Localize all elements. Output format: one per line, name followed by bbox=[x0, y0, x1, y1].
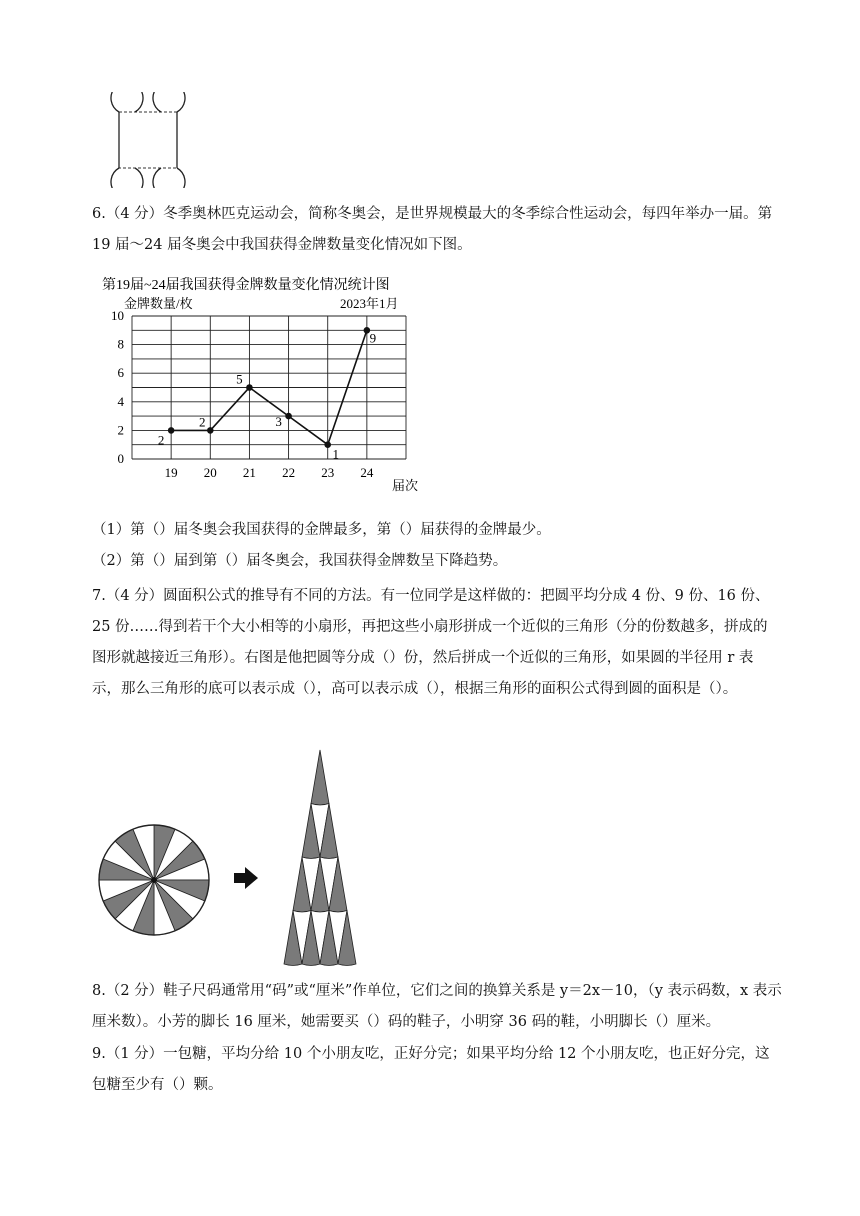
sector-piece-shaded bbox=[311, 750, 329, 805]
data-label: 9 bbox=[369, 330, 377, 346]
question-6-text: 6.（4 分）冬季奥林匹克运动会，简称冬奥会，是世界规模最大的冬季综合性运动会，每四年举办一届。第 19 届～24 届冬奥会中我国获得金牌数量变化情况如下图。 bbox=[92, 206, 773, 253]
data-point bbox=[285, 413, 292, 420]
data-point bbox=[324, 441, 331, 448]
data-label: 1 bbox=[332, 446, 339, 462]
question-9-text: 9.（1 分）一包糖，平均分给 10 个小朋友吃，正好分完；如果平均分给 12 个小朋友吃，也正好分完，这包糖至少有（）颗。 bbox=[92, 1046, 770, 1093]
chart-y-ticks bbox=[111, 308, 125, 466]
data-label: 5 bbox=[236, 371, 243, 387]
y-tick-label: 2 bbox=[117, 422, 124, 438]
y-tick-label: 6 bbox=[117, 365, 124, 381]
chart-title: 第19届~24届我国获得金牌数量变化情况统计图 bbox=[102, 278, 390, 293]
question-6-sub1: （1）第（）届冬奥会我国获得的金牌最多，第（）届获得的金牌最少。 bbox=[92, 522, 551, 538]
data-label: 3 bbox=[275, 414, 282, 430]
x-tick-label: 21 bbox=[242, 465, 256, 480]
y-tick-label: 8 bbox=[117, 336, 124, 352]
x-tick-label: 19 bbox=[164, 465, 178, 480]
data-point bbox=[168, 427, 175, 434]
x-tick-label: 22 bbox=[282, 465, 296, 480]
y-tick-label: 10 bbox=[111, 308, 124, 323]
y-tick-label: 4 bbox=[117, 393, 124, 409]
x-tick-label: 23 bbox=[321, 465, 335, 480]
sector-triangle-figure bbox=[268, 748, 372, 966]
data-point bbox=[246, 384, 253, 391]
square-arcs-figure bbox=[98, 92, 198, 188]
x-tick-label: 20 bbox=[203, 465, 217, 480]
data-label: 2 bbox=[157, 432, 165, 448]
question-6-sub2: （2）第（）届到第（）届冬奥会，我国获得金牌数呈下降趋势。 bbox=[92, 553, 508, 569]
x-tick-label: 24 bbox=[360, 465, 374, 480]
chart-data-labels bbox=[158, 330, 376, 461]
right-arrow-icon bbox=[232, 866, 260, 890]
data-label: 2 bbox=[199, 414, 206, 430]
gold-medal-line-chart bbox=[96, 272, 436, 498]
circle-sectors-figure bbox=[96, 822, 212, 938]
chart-date-note: 2023年1月 bbox=[340, 296, 399, 311]
chart-xlabel: 届次 bbox=[392, 478, 419, 493]
question-7-text: 7.（4 分）圆面积公式的推导有不同的方法。有一位同学是这样做的：把圆平均分成 4 份、9 份、16 份、25 份……得到若干个大小相等的小扇形，再把这些小扇形拼成一个近似的三角形（分的份数越多，拼成的图形就越接近三角形）。右图是他把圆等分成（）份，然后拼成一个近似的三角形，如果圆的半径用 r 表示，那么三角形的底可以表示成（），高可以表示成（），根据三角形的面积公式得到圆的面积是（）。 bbox=[92, 588, 770, 697]
chart-ylabel: 金牌数量/枚 bbox=[124, 296, 193, 311]
data-point bbox=[207, 427, 214, 434]
question-8-text: 8.（2 分）鞋子尺码通常用“码”或“厘米”作单位，它们之间的换算关系是 y＝2x－10，（y 表示码数，x 表示厘米数）。小芳的脚长 16 厘米，她需要买（）码的鞋子，小明穿 36 码的鞋，小明脚长（）厘米。 bbox=[92, 983, 782, 1030]
chart-x-ticks bbox=[165, 465, 374, 480]
y-tick-label: 0 bbox=[117, 451, 124, 466]
